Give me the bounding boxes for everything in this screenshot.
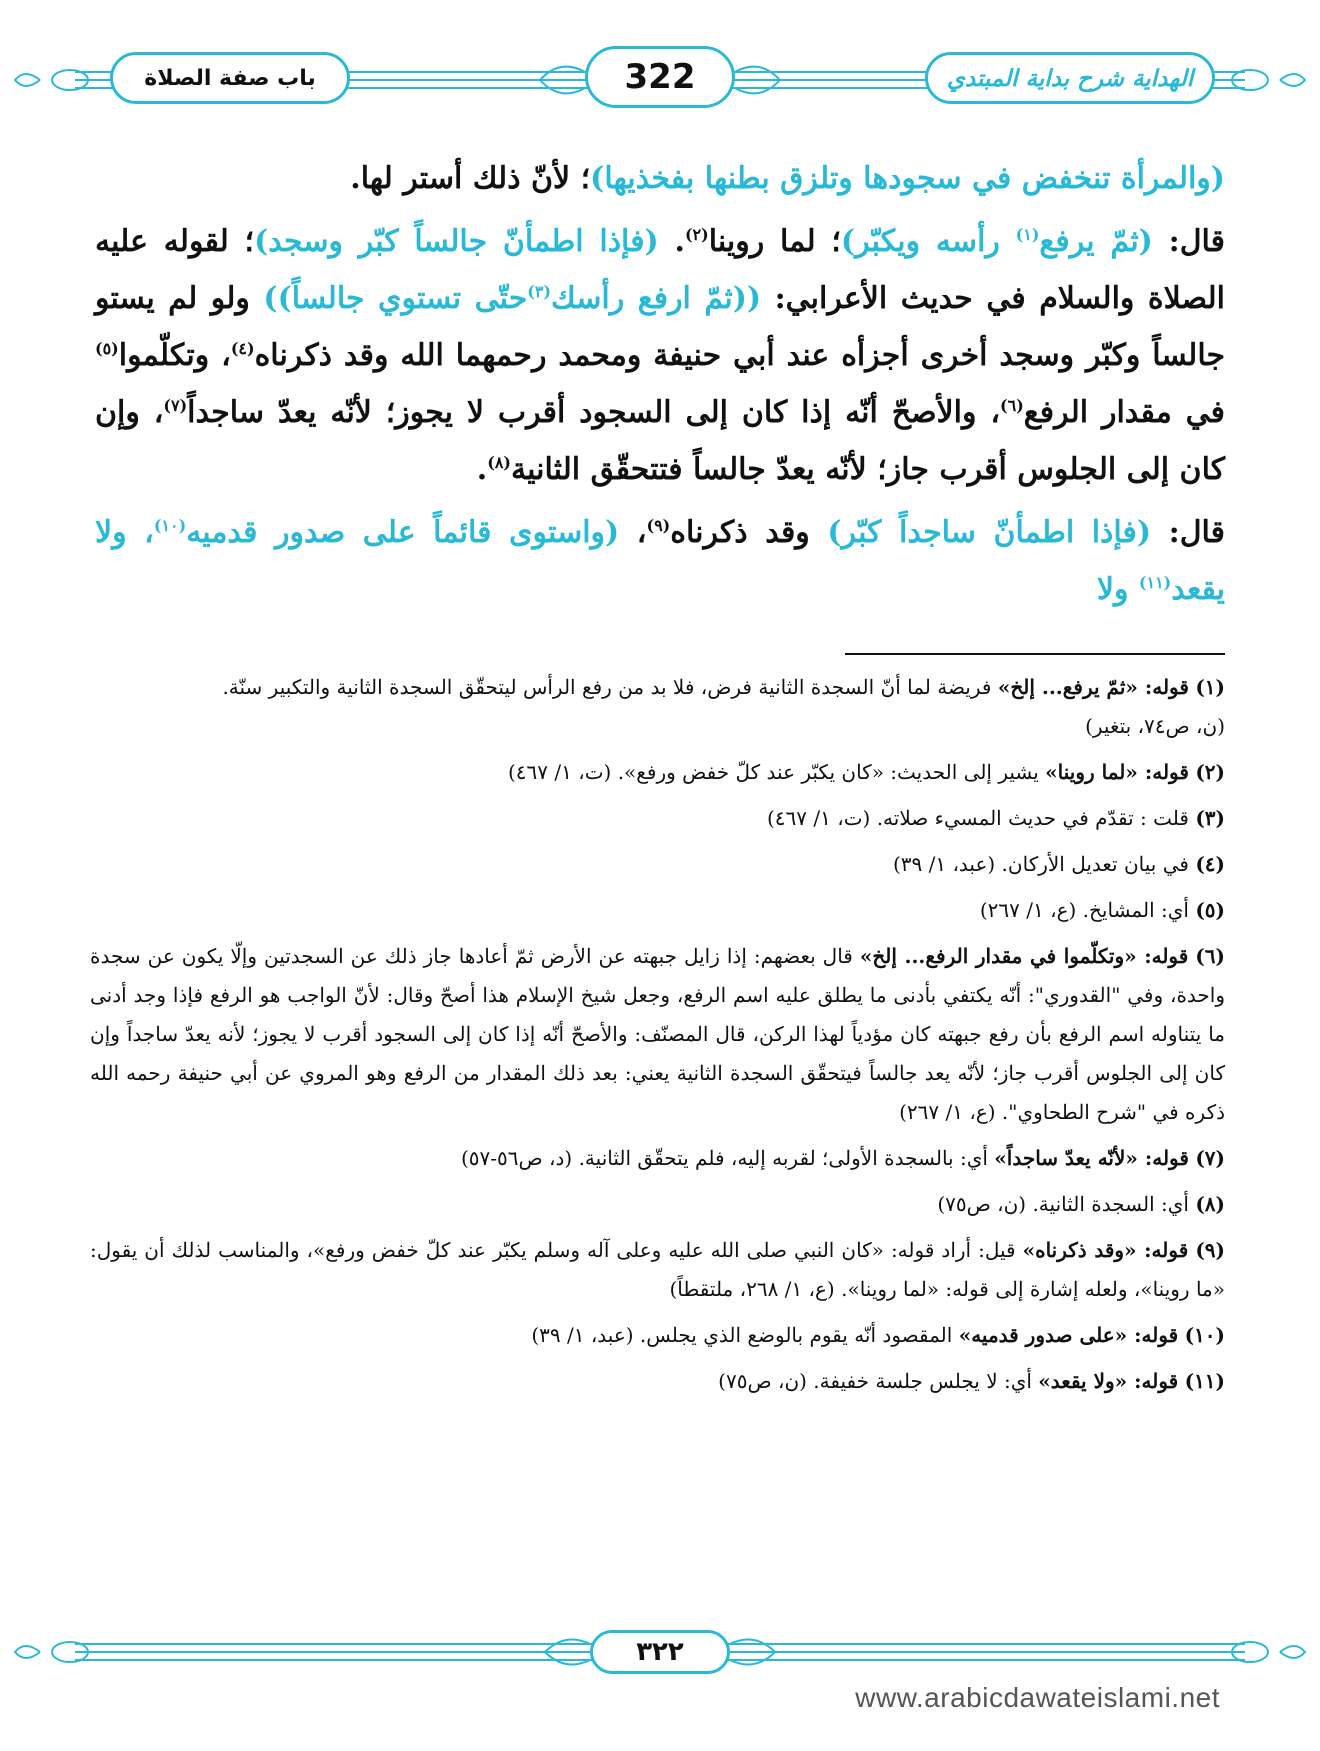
footnote-keyword: قوله: «على صدور قدميه»	[958, 1323, 1179, 1347]
hadith-quote: ((ثمّ ارفع رأسك	[551, 281, 762, 316]
footnote-ref[interactable]: (١)	[1015, 225, 1040, 244]
commentary-text: ، وتكلّموا	[118, 338, 231, 373]
paragraph	[95, 213, 1225, 498]
commentary-text: وقد ذكرناه	[670, 515, 828, 550]
footnote-ref[interactable]: (٨)	[487, 453, 511, 472]
footnote-keyword: قوله: «ثمّ يرفع... إلخ»	[997, 675, 1189, 699]
footnote-4	[90, 845, 1225, 884]
footnote-1	[90, 668, 1225, 746]
footnote-number: (٥)	[1195, 898, 1225, 922]
commentary-text: قال:	[1152, 224, 1225, 259]
commentary-text: في مقدار الرفع	[1023, 395, 1226, 430]
footnote-separator	[845, 653, 1225, 655]
footnote-number: (٤)	[1195, 852, 1225, 876]
footnote-number: (٩)	[1195, 1238, 1225, 1262]
footnote-number: (٦)	[1195, 944, 1225, 968]
footnote-number: (١)	[1195, 675, 1225, 699]
footnote-ref[interactable]: (٩)	[646, 516, 671, 535]
commentary-text: ،	[619, 515, 647, 550]
commentary-text: .	[476, 452, 488, 487]
commentary-text: .	[658, 224, 685, 259]
footnote-text: قلت : تقدّم في حديث المسيء صلاته. (ت، ١/ ٤٦٧)	[766, 806, 1196, 830]
footnote-11	[90, 1362, 1225, 1401]
footnote-text: أي: المشايخ. (ع، ١/ ٢٦٧)	[979, 898, 1196, 922]
footnote-ref[interactable]: (٤)	[230, 339, 255, 358]
header-page-number: 322	[585, 46, 735, 108]
footnote-ref[interactable]: (٣)	[527, 282, 552, 301]
matn-quote: (فإذا اطمأنّ ساجداً كبّر)	[827, 515, 1152, 550]
page-footer	[0, 1610, 1320, 1751]
footnote-3	[90, 799, 1225, 838]
matn-quote: (ثمّ يرفع	[1039, 224, 1153, 259]
matn-quote: (فإذا اطمأنّ جالساً كبّر وسجد)	[254, 224, 659, 259]
commentary-text: قال:	[1151, 515, 1226, 550]
footnote-ref[interactable]: (٢)	[684, 225, 709, 244]
commentary-text: ، والأصحّ أنّه إذا كان إلى السجود أقرب لا يجوز؛ لأنّه يعدّ ساجداً	[187, 395, 1001, 430]
commentary-text: ؛ لما روينا	[708, 224, 841, 259]
footnote-text: أي: السجدة الثانية. (ن، ص٧٥)	[937, 1192, 1196, 1216]
footnote-6	[90, 937, 1225, 1132]
footnote-keyword: قوله: «وقد ذكرناه»	[1022, 1238, 1189, 1262]
footnote-number: (١٠)	[1184, 1323, 1225, 1347]
footnote-8	[90, 1185, 1225, 1224]
footnote-text: أي: بالسجدة الأولى؛ لقربه إليه، فلم يتحقّق الثانية. (د، ص٥٦-٥٧)	[460, 1146, 995, 1170]
commentary-text: ؛ لأنّ ذلك أستر لها.	[350, 161, 591, 196]
footnote-text: أي: لا يجلس جلسة خفيفة. (ن، ص٧٥)	[718, 1369, 1039, 1393]
paragraph	[95, 150, 1225, 207]
footnote-ref[interactable]: (١٠)	[153, 516, 187, 535]
footnote-7	[90, 1139, 1225, 1178]
footnote-text: قيل: أراد قوله: «كان النبي صلى الله عليه وعلى آله وسلم يكبّر عند كلّ خفض ورفع»، والمناسب لذلك أن يقول: «ما روينا»، ولعله إشارة إلى قوله: «لما روينا». (ع، ١/ ٢٦٨، ملتقطاً)	[90, 1238, 1225, 1301]
footnotes	[90, 668, 1225, 1408]
footnote-text: يشير إلى الحديث: «كان يكبّر عند كلّ خفض ورفع». (ت، ١/ ٤٦٧)	[507, 760, 1046, 784]
matn-quote: ولا	[1096, 572, 1139, 607]
footnote-keyword: قوله: «لما روينا»	[1045, 760, 1189, 784]
footnote-number: (٨)	[1195, 1192, 1225, 1216]
footnote-keyword: قوله: «ولا يقعد»	[1038, 1369, 1179, 1393]
chapter-title: باب صفة الصلاة	[110, 52, 350, 104]
footnote-text: فريضة لما أنّ السجدة الثانية فرض، فلا بد من رفع الرأس ليتحقّق السجدة الثانية والتكبير سنّة.	[222, 675, 998, 699]
page-header	[0, 0, 1320, 130]
book-title: الهداية شرح بداية المبتدي	[925, 52, 1215, 104]
footnote-keyword: قوله: «وتكلّموا في مقدار الرفع... إلخ»	[859, 944, 1189, 968]
matn-quote: (واستوى قائماً على صدور قدميه	[186, 515, 620, 550]
footnote-keyword: قوله: «لأنّه يعدّ ساجداً»	[994, 1146, 1189, 1170]
main-text	[95, 150, 1225, 618]
footnote-source: (ن، ص٧٤، بتغير)	[1085, 714, 1225, 738]
footer-page-number: ٣٢٢	[590, 1630, 730, 1674]
footnote-number: (١١)	[1184, 1369, 1225, 1393]
footnote-ref[interactable]: (٥)	[95, 339, 119, 358]
commentary-text: ولو لم يستو جالساً وكبّر وسجد أخرى أجزأه عند أبي حنيفة ومحمد رحمهما الله وقد ذكرناه	[95, 281, 1226, 373]
footnote-ref[interactable]: (٧)	[163, 396, 188, 415]
footnote-text: قال بعضهم: إذا زايل جبهته عن الأرض ثمّ أعادها جاز ذلك عن السجدتين وإلّا يكون عن سجدة واحدة، وفي "القدوري": أنّه يكتفي بأدنى ما يطلق عليه اسم الرفع، وجعل شيخ الإسلام هذا أصحّ وقال: لأنّ الواجب هو الرفع فإذا وجد أدنى ما يتناوله اسم الرفع بأن رفع جبهته كان مؤدياً لهذا الركن، قال المصنّف: والأصحّ أنّه إذا كان إلى السجود أقرب لا يجوز؛ لأنه يعدّ ساجداً وإن كان إلى الجلوس أقرب جاز؛ لأنّه يعد جالساً فيتحقّق السجدة الثانية يعني: بعد ذلك المقدار من الرفع وهو المروي عن أبي حنيفة رحمه الله ذكره في "شرح الطحاوي". (ع، ١/ ٢٦٧)	[90, 944, 1225, 1124]
footnote-10	[90, 1316, 1225, 1355]
footnote-ref[interactable]: (١١)	[1138, 573, 1172, 592]
footnote-number: (٣)	[1195, 806, 1225, 830]
footnote-text: في بيان تعديل الأركان. (عبد، ١/ ٣٩)	[892, 852, 1196, 876]
commentary-text: ، وإن كان إلى الجلوس أقرب جاز؛ لأنّه يعدّ جالساً فتتحقّق الثانية	[95, 395, 1225, 487]
footnote-2	[90, 753, 1225, 792]
footnote-number: (٢)	[1195, 760, 1225, 784]
matn-quote: ، ولا يقعد	[95, 515, 1225, 607]
footnote-text: المقصود أنّه يقوم بالوضع الذي يجلس. (عبد، ١/ ٣٩)	[531, 1323, 959, 1347]
commentary-text: ؛ لقوله عليه الصلاة والسلام في حديث الأعرابي:	[95, 224, 1225, 316]
paragraph	[95, 504, 1225, 618]
hadith-quote: حتّى تستوي جالساً))	[263, 281, 528, 316]
footnote-ref[interactable]: (٦)	[1000, 396, 1024, 415]
website-url[interactable]: www.arabicdawateislami.net	[855, 1682, 1220, 1713]
matn-quote: (والمرأة تنخفض في سجودها وتلزق بطنها بفخذيها)	[590, 161, 1225, 196]
footnote-number: (٧)	[1195, 1146, 1225, 1170]
footnote-5	[90, 891, 1225, 930]
footnote-9	[90, 1231, 1225, 1309]
matn-quote: رأسه ويكبّر)	[840, 224, 1016, 259]
